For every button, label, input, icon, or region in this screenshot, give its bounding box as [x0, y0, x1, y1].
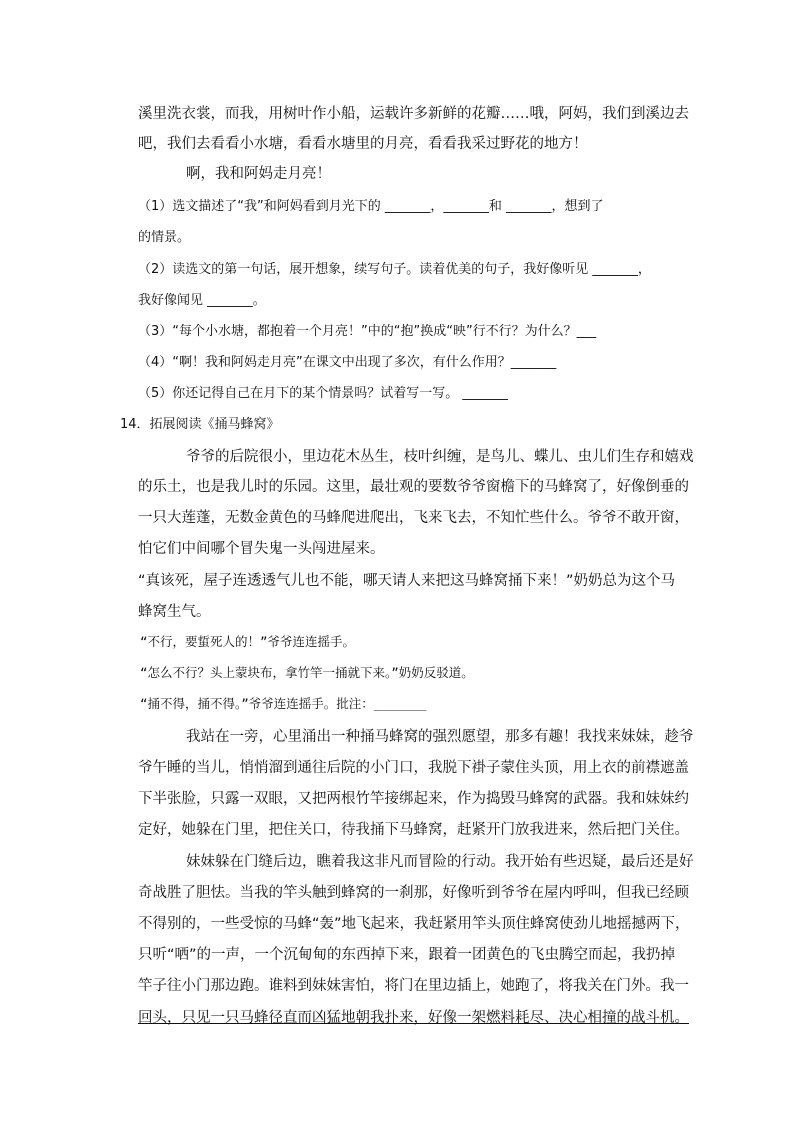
section-title: 14．拓展阅读《捅马蜂窝》 — [120, 417, 280, 432]
question-4: （4）“啊！我和阿妈走月亮”在课文中出现了多次，有什么作用？_______ — [138, 355, 557, 370]
passage-line: 下半张脸，只露一双眼，又把两根竹竿接绑起来，作为捣毁马蜂窝的武器。我和妹妹约 — [138, 791, 689, 807]
question-1-cont: 的情景。 — [138, 230, 191, 245]
passage-line: 吧，我们去看看小水塘，看看水塘里的月亮，看看我采过野花的地方！ — [138, 136, 588, 152]
passage-line: 怕它们中间哪个冒失鬼一头闯进屋来。 — [138, 541, 385, 557]
passage-line: 爷午睡的当儿，悄悄溜到通往后院的小门口，我脱下褂子蒙住头顶，用上衣的前襟遮盖 — [138, 760, 689, 776]
passage-line: 不得别的，一些受惊的马蜂“轰”地飞起来，我赶紧用竿头顶住蜂窝使劲儿地摇撼两下， — [138, 916, 690, 932]
underlined-passage-line: 回头，只见一只马蜂径直而凶猛地朝我扑来，好像一架燃料耗尽、决心相撞的战斗机。 — [138, 1010, 689, 1026]
question-2: （2）读选文的第一句话，展开想象，续写句子。读着优美的句子，我好像听见 _______， — [138, 262, 651, 277]
passage-line: 的乐土，也是我儿时的乐园。这里，最壮观的要数爷爷窗檐下的马蜂窝了，好像倒垂的 — [138, 479, 689, 495]
passage-line: 溪里洗衣裳，而我，用树叶作小船，运载许多新鲜的花瓣……哦，阿妈，我们到溪边去 — [138, 106, 689, 122]
passage-line: 啊，我和阿妈走月亮！ — [186, 166, 331, 182]
passage-line: 蜂窝生气。 — [138, 604, 211, 620]
question-1: （1）选文描述了“我”和阿妈看到月光下的 _______，_______和 _______，想到了 — [138, 199, 604, 214]
passage-line: 竿子往小门那边跑。谁料到妹妹害怕，将门在里边插上，她跑了，将我关在门外。我一 — [138, 978, 689, 994]
question-3: （3）“每个小水塘，都抱着一个月亮！”中的“抱”换成“映”行不行？为什么？___ — [138, 324, 597, 339]
question-5: （5）你还记得自己在月下的某个情景吗？试着写一写。 _______ — [138, 386, 508, 401]
dialogue-line: “怎么不行？头上蒙块布，拿竹竿一捅就下来。”奶奶反驳道。 — [140, 665, 474, 680]
passage-line: 妹妹躲在门缝后边，瞧着我这非凡而冒险的行动。我开始有些迟疑，最后还是好 — [186, 854, 694, 870]
passage-line: “真该死，屋子连透透气儿也不能，哪天请人来把这马蜂窝捅下来！”奶奶总为这个马 — [138, 573, 676, 589]
passage-line: 我站在一旁，心里涌出一种捅马蜂窝的强烈愿望，那多有趣！我找来妹妹，趁爷 — [186, 729, 694, 745]
annotation-line: “捅不得，捅不得。”爷爷连连摇手。批注：_______ — [140, 696, 427, 711]
question-2-cont: 我好像闻见 _______。 — [138, 293, 266, 308]
passage-line: 奇战胜了胆怯。当我的竿头触到蜂窝的一刹那，好像听到爷爷在屋内呼叫，但我已经顾 — [138, 885, 689, 901]
passage-line: 定好，她躲在门里，把住关口，待我捅下马蜂窝，赶紧开门放我进来，然后把门关住。 — [138, 822, 689, 838]
dialogue-line: “不行，要蜇死人的！”爷爷连连摇手。 — [140, 634, 356, 649]
passage-line: 只听“哂”的一声，一个沉甸甸的东西掉下来，跟着一团黄色的飞虫腾空而起，我扔掉 — [138, 947, 676, 963]
passage-line: 一只大莲蓬，无数金黄色的马蜂爬进爬出，飞来飞去，不知忙些什么。爷爷不敢开窗， — [138, 510, 689, 526]
passage-line: 爷爷的后院很小，里边花木丛生，枝叶纠缠，是鸟儿、蝶儿、虫儿们生存和嬉戏 — [186, 449, 694, 465]
